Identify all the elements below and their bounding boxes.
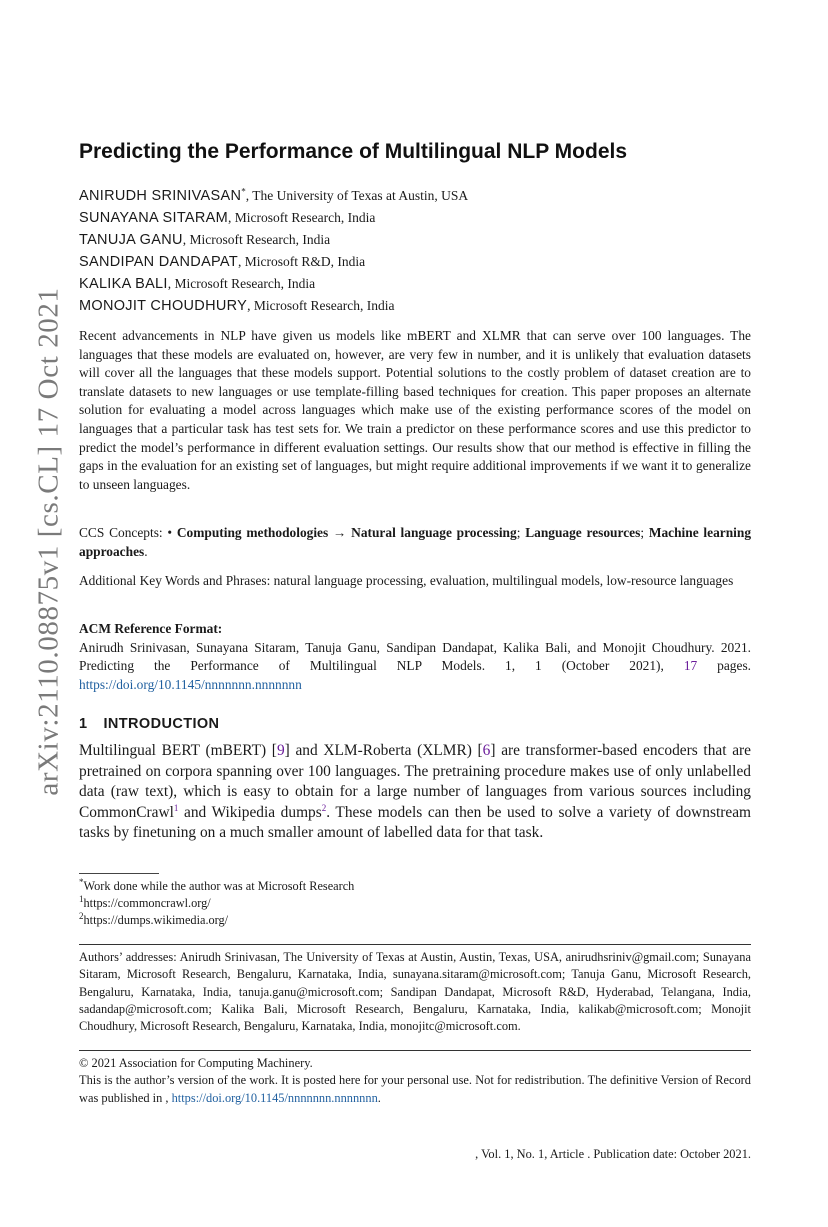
ccs-item: Natural language processing bbox=[351, 525, 517, 540]
ccs-item: Language resources bbox=[525, 525, 641, 540]
author-addresses: Authors’ addresses: Anirudh Srinivasan, The University of Texas at Austin, Austin, Texas, USA, anirudhsriniv@gmail.com; Sunayana Sitaram, Microsoft Research, Bengaluru, Karnataka, India, sunayana.sitaram@microsoft.com; Tanuja Ganu, Microsoft Research, Bengaluru, Karnataka, India, tanuja.ganu@microsoft.com; Sandipan Dandapat, Microsoft R&D, Hyderabad, Telangana, India, sadandap@microsoft.com; Kalika Bali, Microsoft Research, Bengaluru, Karnataka, India, kalikab@microsoft.com; Monojit Choudhury, Microsoft Research, Bengaluru, Karnataka, India, monojitc@microsoft.com. bbox=[79, 950, 751, 1034]
footnote-divider bbox=[79, 873, 159, 874]
author-name: SUNAYANA SITARAM bbox=[79, 210, 229, 226]
author-name: TANUJA GANU bbox=[79, 232, 183, 248]
ccs-concepts bbox=[79, 524, 751, 561]
footnote bbox=[79, 912, 228, 928]
author-line bbox=[79, 275, 315, 294]
ccs-separator: ; bbox=[516, 525, 526, 540]
footnote-mark: 1 bbox=[79, 893, 84, 904]
footnote-link[interactable]: 1 bbox=[173, 802, 179, 813]
acm-reference-heading: ACM Reference Format: bbox=[79, 621, 223, 636]
author-footnote-mark: * bbox=[241, 186, 246, 197]
author-affiliation: , The University of Texas at Austin, USA bbox=[245, 188, 469, 203]
pages-link[interactable]: 17 bbox=[683, 658, 698, 674]
author-affiliation: , Microsoft R&D, India bbox=[238, 254, 366, 269]
intro-text: Multilingual BERT (mBERT) [ bbox=[79, 742, 277, 759]
copyright-line: © 2021 Association for Computing Machinery. bbox=[79, 1056, 313, 1070]
introduction-paragraph bbox=[79, 741, 751, 844]
section-title: INTRODUCTION bbox=[103, 716, 220, 732]
author-line bbox=[79, 187, 468, 206]
version-notice: This is the author’s version of the work. It is posted here for your personal use. Not for redistribution. The definitive Version of Record was published in , bbox=[79, 1073, 751, 1105]
footnote-mark: * bbox=[79, 876, 84, 887]
author-line bbox=[79, 231, 330, 250]
footnote-text: https://dumps.wikimedia.org/ bbox=[83, 913, 229, 927]
footnote bbox=[79, 878, 354, 894]
doi-link[interactable]: https://doi.org/10.1145/nnnnnnn.nnnnnnn bbox=[79, 676, 302, 692]
section-number: 1 bbox=[79, 716, 88, 732]
ccs-label: CCS Concepts: • bbox=[79, 525, 173, 540]
author-affiliation: , Microsoft Research, India bbox=[228, 210, 376, 225]
intro-text: and Wikipedia dumps bbox=[178, 803, 322, 821]
footnote-mark: 2 bbox=[79, 910, 84, 921]
paper-title: Predicting the Performance of Multilingual NLP Models bbox=[79, 140, 628, 163]
ccs-item: Computing methodologies bbox=[176, 525, 329, 540]
pages-suffix: pages. bbox=[697, 658, 752, 674]
author-name: MONOJIT CHOUDHURY bbox=[79, 298, 248, 314]
ccs-item: Machine learning approaches bbox=[79, 525, 752, 559]
page-footer: , Vol. 1, No. 1, Article . Publication date: October 2021. bbox=[475, 1147, 751, 1161]
author-line bbox=[79, 297, 394, 316]
acm-reference-text: Anirudh Srinivasan, Sunayana Sitaram, Tanuja Ganu, Sandipan Dandapat, Kalika Bali, and Monojit Choudhury. 2021. Predicting the Performance of Multilingual NLP Models. 1, 1 (October 2021), bbox=[79, 639, 751, 674]
section-heading bbox=[79, 716, 219, 732]
doi-link[interactable]: https://doi.org/10.1145/nnnnnnn.nnnnnnn bbox=[171, 1090, 378, 1105]
copyright-end: . bbox=[377, 1090, 381, 1105]
address-divider bbox=[79, 944, 751, 945]
footnote-link[interactable]: 2 bbox=[321, 802, 327, 813]
footnote bbox=[79, 895, 211, 911]
citation-link[interactable]: 9 bbox=[276, 742, 285, 759]
footnote-text: Work done while the author was at Microsoft Research bbox=[83, 879, 355, 893]
author-line bbox=[79, 209, 375, 228]
intro-text: . These models can then be used to solve a variety of downstream tasks by finetuning on a much smaller amount of labelled data for that task. bbox=[79, 803, 751, 841]
copyright-divider bbox=[79, 1050, 751, 1051]
ccs-end: . bbox=[144, 543, 148, 559]
ccs-separator: ; bbox=[640, 525, 649, 540]
author-name: KALIKA BALI bbox=[79, 276, 168, 292]
intro-text: ] and XLM-Roberta (XLMR) [ bbox=[284, 742, 483, 759]
author-affiliation: , Microsoft Research, India bbox=[247, 298, 395, 313]
arxiv-identifier-stamp bbox=[26, 246, 72, 836]
author-affiliation: , Microsoft Research, India bbox=[167, 276, 316, 291]
ccs-arrow: → bbox=[328, 525, 352, 540]
author-name: ANIRUDH SRINIVASAN bbox=[79, 188, 242, 204]
author-name: SANDIPAN DANDAPAT bbox=[79, 254, 238, 270]
keywords: Additional Key Words and Phrases: natural language processing, evaluation, multilingual models, low-resource languages bbox=[79, 573, 734, 588]
arxiv-stamp-text: arXiv:2110.08875v1 [cs.CL] 17 Oct 2021 bbox=[32, 286, 65, 796]
author-affiliation: , Microsoft Research, India bbox=[182, 232, 331, 247]
citation-link[interactable]: 6 bbox=[482, 742, 491, 759]
author-line bbox=[79, 253, 365, 272]
copyright-notice bbox=[79, 1055, 751, 1107]
intro-text: ] are transformer-based encoders that are pretrained on corpora spanning over 100 languages. The pretraining procedure makes use of only unlabelled data (raw text), which is easy to obtain for a large number of languages from various sources including CommonCrawl bbox=[79, 742, 751, 821]
abstract: Recent advancements in NLP have given us models like mBERT and XLMR that can serve over 100 languages. The languages that these models are evaluated on, however, are very few in number, and it is unlikely that evaluation datasets will cover all the languages that these models support. Potential solutions to the costly problem of dataset creation are to translate datasets to new languages or use template-filling based techniques for creation. This paper proposes an alternate solution for evaluating a model across languages which make use of the existing performance scores of the model on languages that a particular task has test sets for. We train a predictor on these performance scores and use this predictor to predict the model’s performance in different evaluation settings. Our results show that our method is effective in filling the gaps in the evaluation for an existing set of languages, but might require additional improvements if we want it to generalize to unseen languages. bbox=[79, 328, 751, 492]
acm-reference bbox=[79, 620, 751, 694]
footnote-text: https://commoncrawl.org/ bbox=[83, 896, 211, 910]
